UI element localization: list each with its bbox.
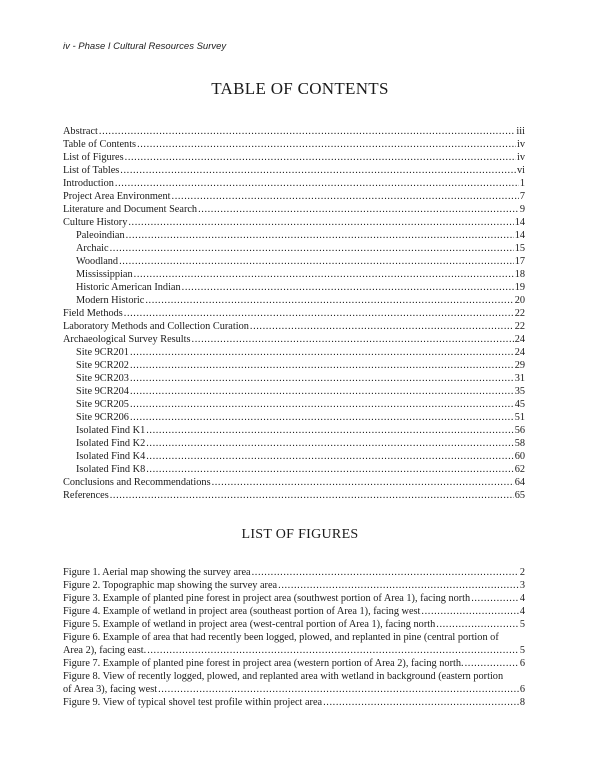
toc-subentry[interactable]: Site 9CR201 ..... 24 xyxy=(63,346,525,359)
toc-subentry[interactable]: Isolated Find K2 ..... 58 xyxy=(63,437,525,450)
running-header: iv - Phase I Cultural Resources Survey xyxy=(63,41,227,52)
figure-entry[interactable]: Figure 1. Aerial map showing the survey area ..... 2 xyxy=(63,566,525,579)
figure-entry[interactable]: Figure 9. View of typical shovel test profile within project area ..... 8 xyxy=(63,696,525,709)
toc-entry[interactable]: Field Methods ..... 22 xyxy=(63,307,525,320)
toc-entry[interactable]: Culture History ..... 14 xyxy=(63,216,525,229)
figure-entry[interactable]: Figure 5. Example of wetland in project area (west-central portion of Area 1), facing north ..... 5 xyxy=(63,618,525,631)
toc-subentry[interactable]: Historic American Indian ..... 19 xyxy=(63,281,525,294)
toc-entry[interactable]: Conclusions and Recommendations ..... 64 xyxy=(63,476,525,489)
toc-subentry[interactable]: Isolated Find K1 ..... 56 xyxy=(63,424,525,437)
toc-subentry[interactable]: Site 9CR205 ..... 45 xyxy=(63,398,525,411)
toc-entry[interactable]: Laboratory Methods and Collection Curation ..... 22 xyxy=(63,320,525,333)
toc-entry[interactable]: Introduction ..... 1 xyxy=(63,177,525,190)
list-of-figures-title: LIST OF FIGURES xyxy=(241,527,359,542)
figure-entry[interactable]: Figure 7. Example of planted pine forest in project area (western portion of Area 2), facing north. ..... 6 xyxy=(63,657,525,670)
toc-subentry[interactable]: Paleoindian ..... 14 xyxy=(63,229,525,242)
table-of-contents xyxy=(63,125,525,502)
toc-entry[interactable]: Abstract ..... iii xyxy=(63,125,525,138)
toc-entry[interactable]: Literature and Document Search ..... 9 xyxy=(63,203,525,216)
toc-title: TABLE OF CONTENTS xyxy=(211,79,389,98)
toc-entry[interactable]: References ..... 65 xyxy=(63,489,525,502)
toc-subentry[interactable]: Site 9CR202 ..... 29 xyxy=(63,359,525,372)
toc-entry[interactable]: List of Figures ..... iv xyxy=(63,151,525,164)
toc-subentry[interactable]: Site 9CR206 ..... 51 xyxy=(63,411,525,424)
toc-subentry[interactable]: Isolated Find K4 ..... 60 xyxy=(63,450,525,463)
figure-entry[interactable]: Figure 4. Example of wetland in project area (southeast portion of Area 1), facing west ..... 4 xyxy=(63,605,525,618)
toc-subentry[interactable]: Site 9CR203 ..... 31 xyxy=(63,372,525,385)
toc-subentry[interactable]: Archaic ..... 15 xyxy=(63,242,525,255)
toc-subentry[interactable]: Isolated Find K8 ..... 62 xyxy=(63,463,525,476)
figure-entry[interactable]: Figure 6. Example of area that had recently been logged, plowed, and replanted in pine (central portion of Area 2), facing east. ..... 5 xyxy=(63,631,525,657)
figure-entry[interactable]: Figure 3. Example of planted pine forest in project area (southwest portion of Area 1), facing north ..... 4 xyxy=(63,592,525,605)
toc-subentry[interactable]: Woodland ..... 17 xyxy=(63,255,525,268)
toc-entry[interactable]: List of Tables ..... vi xyxy=(63,164,525,177)
figure-entry[interactable]: Figure 8. View of recently logged, plowed, and replanted area with wetland in background (eastern portion of Area 3), facing west ..... 6 xyxy=(63,670,525,696)
toc-subentry[interactable]: Modern Historic ..... 20 xyxy=(63,294,525,307)
toc-subentry[interactable]: Site 9CR204 ..... 35 xyxy=(63,385,525,398)
toc-entry[interactable]: Archaeological Survey Results ..... 24 xyxy=(63,333,525,346)
toc-subentry[interactable]: Mississippian ..... 18 xyxy=(63,268,525,281)
toc-entry[interactable]: Table of Contents ..... iv xyxy=(63,138,525,151)
list-of-figures xyxy=(63,566,525,709)
figure-entry[interactable]: Figure 2. Topographic map showing the survey area ..... 3 xyxy=(63,579,525,592)
toc-entry[interactable]: Project Area Environment ..... 7 xyxy=(63,190,525,203)
